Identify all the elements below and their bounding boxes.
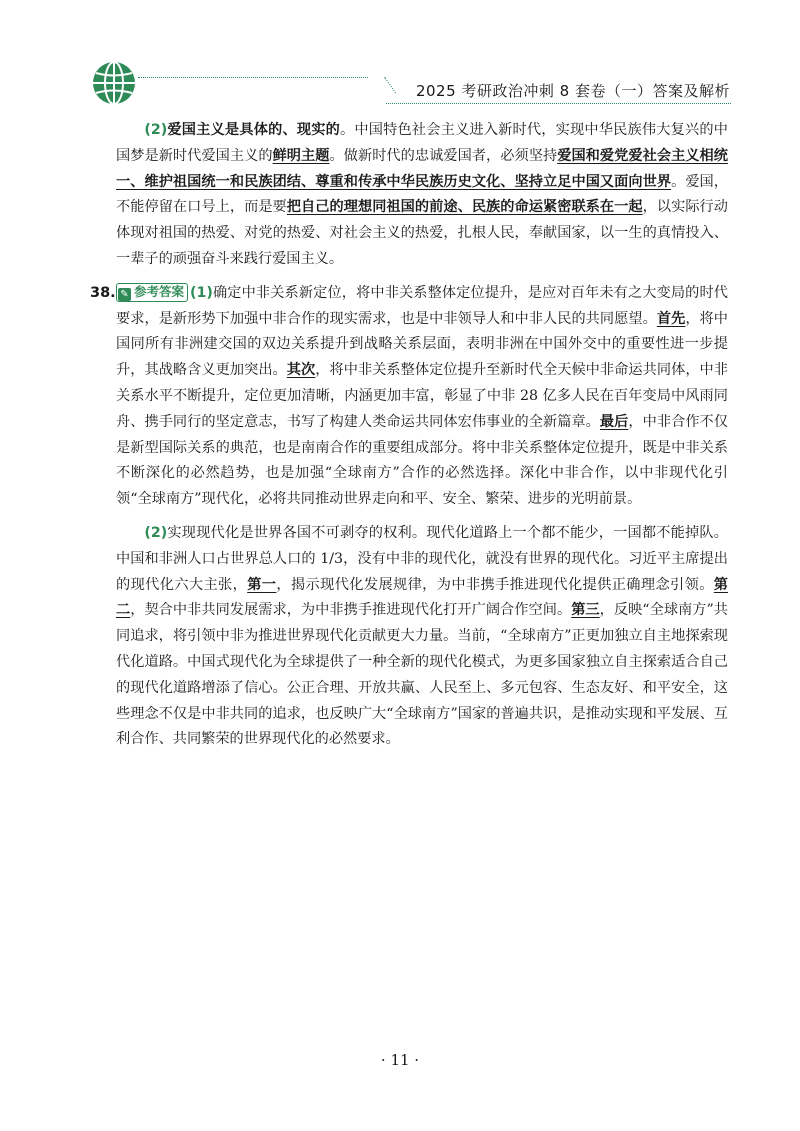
- key-phrase: 把自己的理想同祖国的前途、民族的命运紧密联系在一起: [286, 199, 643, 216]
- globe-icon: [90, 59, 138, 107]
- paragraph-q38-2: [116, 521, 728, 753]
- paragraph-q38-1: [116, 281, 728, 513]
- header-title: 2025 考研政治冲刺 8 套卷（一）答案及解析: [415, 82, 730, 100]
- answer-content: [116, 118, 728, 753]
- key-phrase: 第二: [116, 576, 728, 619]
- paragraph-patriotism: [116, 118, 728, 273]
- body-text: ，契合中非共同发展需求，为中非携手推进现代化打开广阔合作空间。: [130, 602, 572, 619]
- key-phrase: 爱国和爱党爱社会主义相统一、维护祖国统一和民族团结、尊重和传承中华民族历史文化、坚持立足中国又面向世界: [116, 147, 728, 190]
- body-text: ，反映“全球南方”共同追求，将引领中非为推进世界现代化贡献更大力量。当前，“全球南方”正更加独立自主地探索现代化道路。中国式现代化为全球提供了一种全新的现代化模式，为更多国家独立自主探索适合自己的现代化道路增添了信心。公正合理、开放共赢、人民至上、多元包容、生态友好、和平安全，这些理念不仅是中非共同的追求，也反映广大“全球南方”国家的普遍共识，是推动实现和平发展、互利合作、共同繁荣的世界现代化的必然要求。: [116, 602, 728, 748]
- reference-answer-badge: [116, 283, 188, 302]
- key-phrase: 第一: [247, 576, 277, 593]
- body-text: 确定中非关系新定位，将中非关系整体定位提升，是应对百年未有之大变局的时代要求，是新形势下加强中非合作的现实需求，也是中非领导人和中非人民的共同愿望。: [116, 284, 728, 327]
- body-text: ，将中非关系整体定位提升至新时代全天候中非命运共同体，中非关系水平不断提升，定位更加清晰，内涵更加丰富，彰显了中非 28 亿多人民在百年变局中风雨同舟、携手同行的坚定意志，书写了构建人类命运共同体宏伟事业的全新篇章。: [116, 362, 728, 430]
- body-text: ，将中国同所有非洲建交国的双边关系提升到战略关系层面，表明非洲在中国外交中的重要性进一步提升，其战略含义更加突出。: [116, 310, 728, 379]
- body-text: 。中国特色社会主义进入新时代，实现中华民族伟大复兴的中国梦是新时代爱国主义的: [116, 122, 728, 164]
- header-dotted-line: [386, 103, 731, 104]
- key-phrase: 首先: [656, 310, 686, 327]
- body-text: 。做新时代的忠诚爱国者，必须坚持: [329, 147, 558, 164]
- page-header: [90, 55, 740, 110]
- body-text: ，以实际行动体现对祖国的热爱、对党的热爱、对社会主义的热爱，扎根人民，奉献国家，以一生的真情投入、一辈子的顽强奋斗来践行爱国主义。: [116, 199, 728, 267]
- key-phrase: 鲜明主题: [272, 147, 330, 164]
- item-number: (2): [144, 524, 168, 541]
- body-text: ，中非合作不仅是新型国际关系的典范，也是南南合作的重要组成部分。将中非关系整体定位提升，既是中非关系不断深化的必然趋势，也是加强“全球南方”合作的必然选择。深化中非合作，以中非现代化引领“全球南方”现代化，必将共同推动世界走向和平、安全、繁荣、进步的光明前景。: [116, 413, 728, 508]
- item-number: (2): [144, 122, 168, 138]
- key-phrase: 爱国主义是具体的、现实的: [167, 122, 340, 138]
- header-dotted-line: [138, 77, 368, 78]
- body-text: 。爱国，不能停留在口号上，而是要: [116, 173, 728, 216]
- item-number: (1): [190, 284, 213, 301]
- page-number: · 11 ·: [380, 1051, 420, 1069]
- key-phrase: 其次: [286, 362, 316, 379]
- body-text: ，揭示现代化发展规律，为中非携手推进现代化提供正确理念引领。: [276, 576, 714, 593]
- header-dotted-line: [366, 77, 396, 93]
- key-phrase: 最后: [599, 413, 629, 430]
- badge-label: 参考答案: [134, 283, 185, 299]
- question-number: 38.: [90, 284, 116, 301]
- pencil-icon: ✎: [118, 288, 131, 301]
- body-text: 实现现代化是世界各国不可剥夺的权利。现代化道路上一个都不能少，一国都不能掉队。中国和非洲人口占世界总人口的 1/3，没有中非的现代化，就没有世界的现代化。习近平主席提出的现代化六大主张，: [116, 524, 728, 593]
- key-phrase: 第三: [571, 602, 600, 619]
